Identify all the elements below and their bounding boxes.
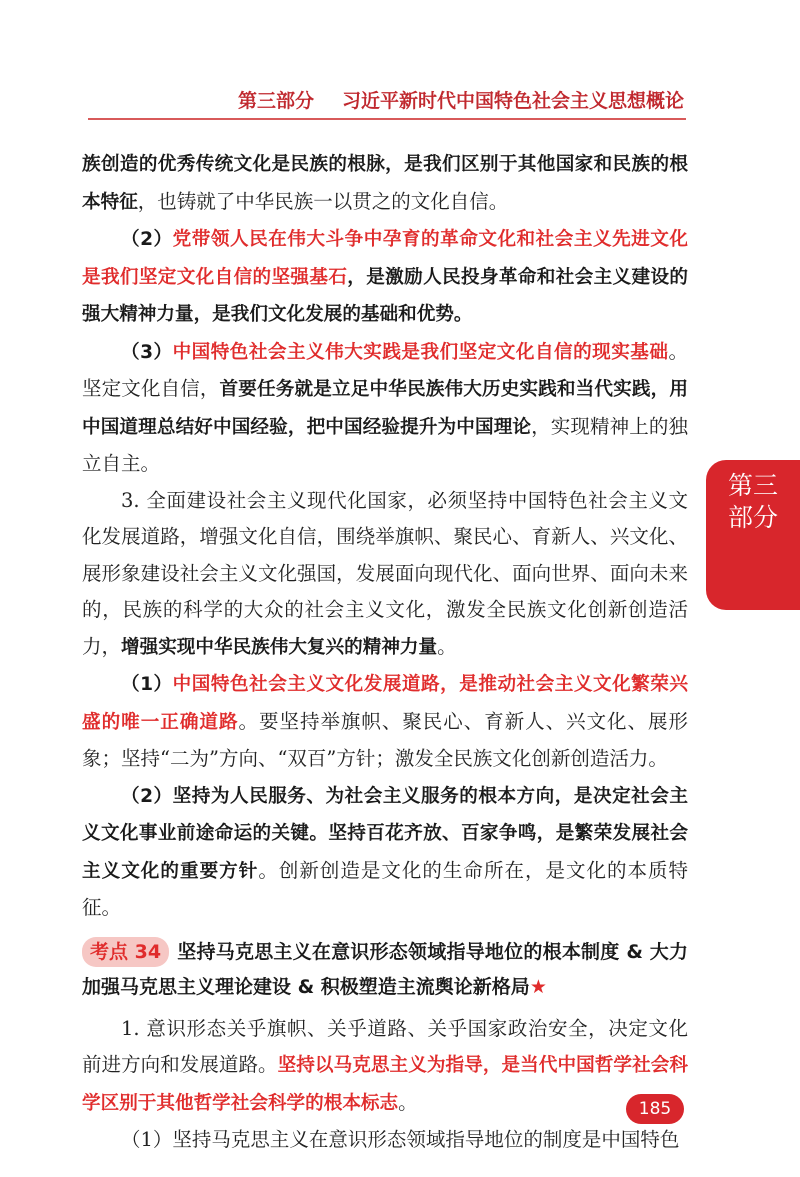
normal-text: 。坚定文化自信， <box>82 339 688 400</box>
bold-text: 增强实现中华民族伟大复兴的精神力量 <box>121 636 438 658</box>
highlight-text: 中国特色社会主义伟大实践是我们坚定文化自信的现实基础 <box>172 341 669 363</box>
item-number: （3） <box>121 341 173 363</box>
item-number: （1） <box>121 674 173 695</box>
paragraph-4 <box>82 483 688 667</box>
star-icon: ★ <box>529 975 547 998</box>
header-title: 习近平新时代中国特色社会主义思想概论 <box>341 90 684 112</box>
kaodian-title: 坚持马克思主义在意识形态领域指导地位的根本制度 & 大力加强马克思主义理论建设 & 积极塑造主流舆论新格局 <box>82 940 688 998</box>
highlight-text: 党带领人民在伟大斗争中孕育的革命文化和社会主义先进文化是我们坚定文化自信的坚强基石 <box>82 229 688 288</box>
header-divider <box>88 118 686 120</box>
bold-text: 坚持为人民服务、为社会主义服务的根本方向，是决定社会主义文化事业前途命运的关键。坚持百花齐放、百家争鸣，是繁荣发展社会主义文化的重要方针 <box>82 785 688 882</box>
normal-text: 。要坚持举旗帜、聚民心、育新人、兴文化、展形象；坚持“二为”方向、“双百”方针；激发全民族文化创新创造活力。 <box>82 709 688 770</box>
paragraph-7 <box>82 1011 688 1123</box>
page-body <box>82 146 688 1159</box>
normal-text: 。创新创造是文化的生命所在，是文化的本质特征。 <box>82 858 688 919</box>
page-number: 185 <box>626 1094 684 1124</box>
normal-text: 。 <box>398 1090 418 1114</box>
normal-text: ，也铸就了中华民族一以贯之的文化自信。 <box>137 189 509 213</box>
section-tab <box>706 460 800 610</box>
paragraph-1 <box>82 146 688 221</box>
paragraph-8 <box>82 1122 688 1159</box>
kaodian-heading <box>82 935 688 1005</box>
highlight-text: 中国特色社会主义文化发展道路，是推动社会主义文化繁荣兴盛的唯一正确道路 <box>82 674 688 733</box>
paragraph-6 <box>82 778 688 927</box>
kaodian-badge: 考点 34 <box>82 937 169 967</box>
running-header <box>90 86 684 116</box>
normal-text: （1）坚持马克思主义在意识形态领域指导地位的制度是中国特色 <box>121 1128 680 1151</box>
item-number: （2） <box>121 785 173 807</box>
normal-text: 1. 意识形态关乎旗帜、关乎道路、关乎国家政治安全，决定文化前进方向和发展道路。 <box>82 1016 688 1076</box>
bold-text: 族创造的优秀传统文化是民族的根脉，是我们区别于其他国家和民族的根本特征 <box>82 154 688 213</box>
paragraph-3 <box>82 334 688 483</box>
section-tab-text: 第三 部分 <box>727 471 778 532</box>
normal-text: 3. 全面建设社会主义现代化国家，必须坚持中国特色社会主义文化发展道路，增强文化自信，围绕举旗帜、聚民心、育新人、兴文化、展形象建设社会主义文化强国，发展面向现代化、面向世界、面向未来的，民族的科学的大众的社会主义文化，激发全民族文化创新创造活力， <box>82 488 688 658</box>
item-number: （2） <box>121 229 173 250</box>
header-part-label: 第三部分 <box>237 90 314 112</box>
bold-text: ，是激励人民投身革命和社会主义建设的强大精神力量，是我们文化发展的基础和优势。 <box>82 266 688 325</box>
normal-text: ，实现精神上的独立自主。 <box>82 414 688 475</box>
normal-text: 。 <box>437 634 457 658</box>
section-tab-label <box>706 470 800 534</box>
highlight-text: 坚持以马克思主义为指导，是当代中国哲学社会科学区别于其他哲学社会科学的根本标志 <box>82 1055 688 1114</box>
paragraph-2 <box>82 221 688 334</box>
paragraph-5 <box>82 666 688 778</box>
bold-text: 首要任务就是立足中华民族伟大历史实践和当代实践，用中国道理总结好中国经验，把中国经验提升为中国理论 <box>82 379 688 438</box>
